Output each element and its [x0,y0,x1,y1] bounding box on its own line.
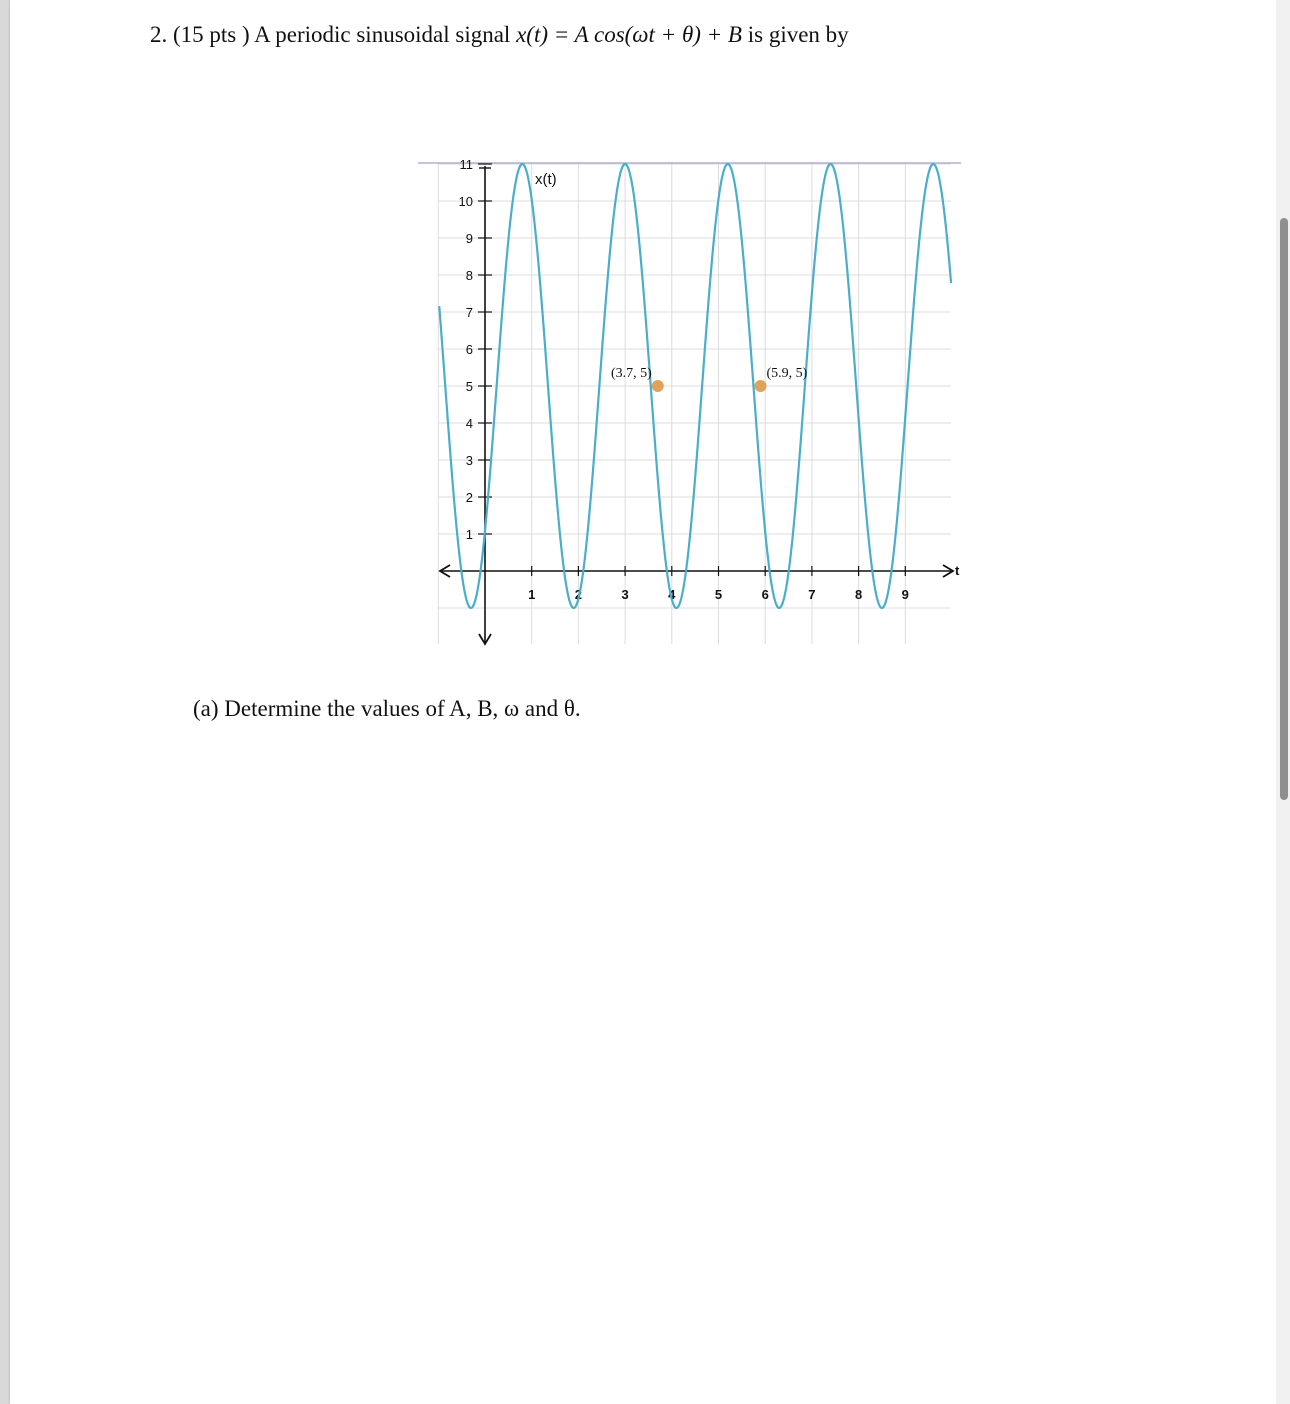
x-tick-label: 1 [528,587,536,602]
plot-axes [440,157,953,644]
y-tick-label: 7 [465,305,473,320]
signal-equation: x(t) = A cos(ωt + θ) + B [516,22,742,47]
plot-markers [611,366,808,392]
signal-plot-svg [408,150,978,660]
page-scrollbar[interactable] [1276,0,1290,1404]
x-tick-label: 6 [761,587,769,602]
y-tick-label: 5 [465,379,473,394]
y-tick-label: 10 [458,194,473,209]
part-a-label: (a) [193,696,219,721]
point-marker [652,380,664,392]
document-page [10,0,1280,1404]
x-tick-label: 9 [901,587,909,602]
y-tick-label: 6 [465,342,473,357]
part-a [193,696,581,722]
scrollbar-thumb[interactable] [1280,218,1288,800]
x-tick-label: 7 [808,587,816,602]
y-tick-label: 2 [465,490,473,505]
question-2 [150,22,849,48]
question-text-before: A periodic sinusoidal signal [254,22,511,47]
y-tick-label: 8 [465,268,473,283]
x-tick-label: 2 [574,587,583,602]
x-tick-label: 3 [621,587,629,602]
y-tick-label: 4 [465,416,473,431]
point-marker [755,380,767,392]
y-axis-label: x(t) [535,171,557,188]
part-a-text: Determine the values of A, B, ω and θ. [224,696,581,721]
question-number: 2. [150,22,168,47]
x-tick-label: 4 [668,587,676,602]
x-tick-label: 8 [854,587,863,602]
point-label: (3.7, 5) [610,366,652,381]
question-points: (15 pts ) [173,22,250,47]
y-tick-label: 3 [465,453,473,468]
y-tick-label: 1 [465,527,473,542]
y-tick-label: 9 [465,231,473,246]
x-tick-label: 5 [714,587,723,602]
signal-plot [408,150,978,664]
point-label: (5.9, 5) [766,366,808,381]
question-text-after: is given by [747,22,849,47]
y-tick-label: 11 [459,157,473,172]
x-axis-label: t [955,563,960,578]
